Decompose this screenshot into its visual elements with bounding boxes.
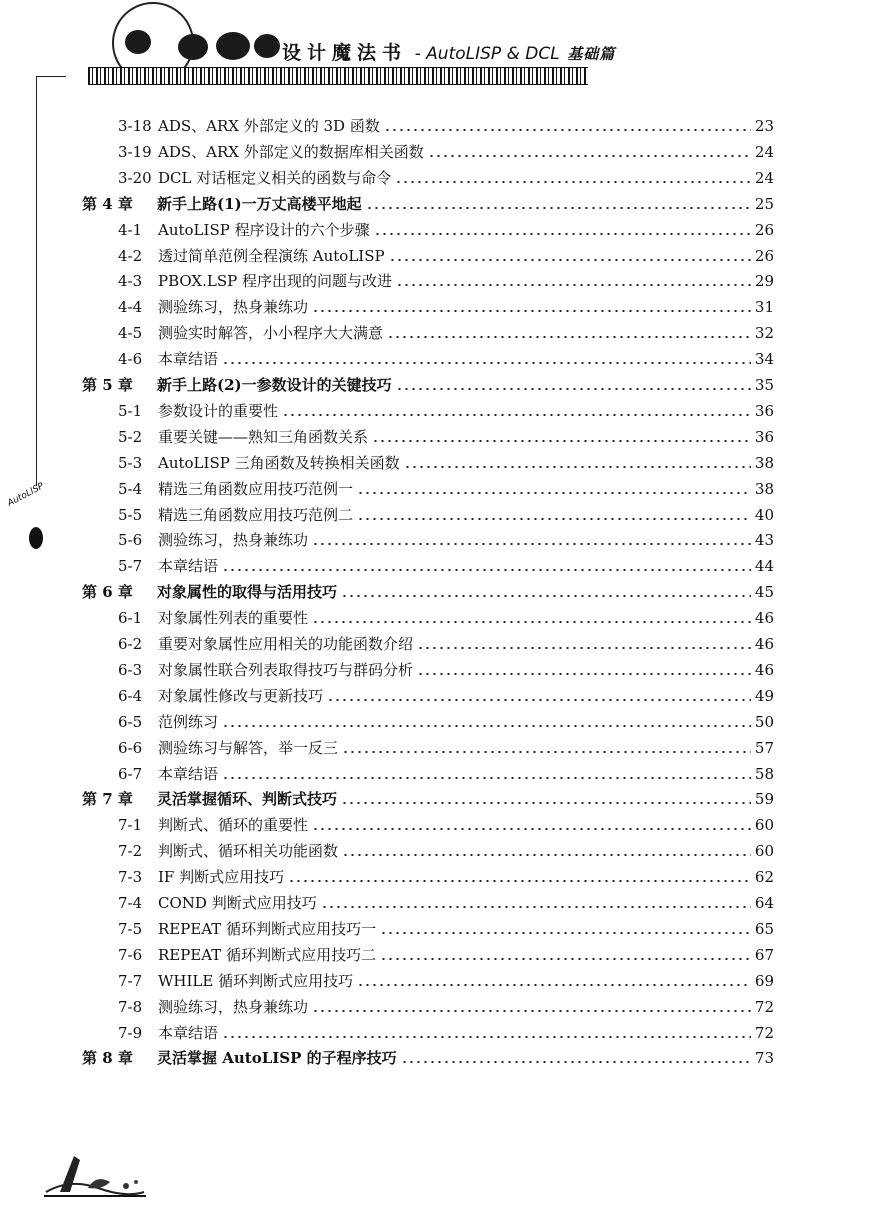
toc-section-row [118,761,774,783]
toc-number: 7-9 [118,1023,143,1042]
toc-title: 透过简单范例全程演练 AutoLISP [158,246,385,265]
toc-page-number: 62 [754,868,774,887]
toc-title: WHILE 循环判断式应用技巧 [158,971,354,990]
toc-section-row [118,294,774,316]
toc-leader-dots [372,440,751,442]
toc-section-row [118,994,774,1016]
toc-section-row [118,113,774,135]
toc-leader-dots [396,284,751,286]
toc-page-number: 72 [754,997,774,1016]
toc-page-number: 26 [754,220,774,239]
toc-page-number: 50 [754,712,774,731]
toc-section-row [118,243,774,265]
toc-number: 7-5 [118,919,143,938]
toc-section-row [118,476,774,498]
toc-chapter-row [82,579,774,601]
toc-title: 对象属性联合列表取得技巧与群码分析 [158,660,414,679]
toc-page-number: 46 [754,660,774,679]
toc-number: 第 8 章 [82,1049,133,1068]
toc-title: ADS、ARX 外部定义的数据库相关函数 [158,142,424,161]
toc-number: 6-2 [118,635,143,653]
toc-leader-dots [222,777,751,779]
toc-page-number: 36 [754,427,774,446]
toc-page-number: 46 [754,635,774,653]
toc-title: 对象属性的取得与活用技巧 [157,583,338,602]
toc-title: 测验练习，热身兼练功 [158,997,309,1016]
toc-section-row [118,398,774,420]
toc-leader-dots [401,1061,751,1063]
toc-number: 4-5 [118,324,143,343]
toc-page-number: 25 [754,194,774,213]
toc-page-number: 49 [754,686,774,705]
toc-section-row [118,812,774,834]
toc-number: 5-2 [118,427,143,446]
toc-page-number: 45 [754,583,774,602]
toc-page-number: 67 [754,945,774,964]
toc-number: 7-3 [118,868,143,887]
toc-title: IF 判断式应用技巧 [158,868,285,887]
toc-section-row [118,1020,774,1042]
toc-number: 第 4 章 [82,194,133,213]
toc-number: 6-4 [118,686,143,705]
toc-section-row [118,502,774,524]
toc-section-row [118,165,774,187]
toc-section-row [118,890,774,912]
toc-leader-dots [384,129,751,131]
footer-decoration-icon [40,1148,150,1198]
toc-title: 精选三角函数应用技巧范例一 [158,479,354,498]
toc-title: 测验练习与解答，举一反三 [158,738,339,757]
toc-title: 本章结语 [158,764,219,783]
toc-title: 范例练习 [158,712,219,731]
toc-leader-dots [380,958,751,960]
toc-chapter-row [82,372,774,394]
toc-number: 6-7 [118,764,143,783]
toc-leader-dots [417,673,751,675]
toc-title: 新手上路(1)一万丈高楼平地起 [157,194,362,213]
toc-title: AutoLISP 三角函数及转换相关函数 [158,453,400,472]
toc-page-number: 38 [754,479,774,498]
toc-page-number: 35 [754,376,774,394]
toc-leader-dots [327,699,751,701]
toc-leader-dots [404,466,751,468]
toc-section-row [118,631,774,653]
toc-page-number: 60 [754,816,774,835]
toc-number: 6-3 [118,660,143,679]
toc-leader-dots [312,1010,751,1012]
toc-leader-dots [222,569,751,571]
toc-number: 3-20 [118,168,152,187]
toc-section-row [118,553,774,575]
toc-number: 5-6 [118,531,143,550]
toc-number: 4-2 [118,246,143,265]
toc-title: ADS、ARX 外部定义的 3D 函数 [158,117,380,135]
toc-section-row [118,320,774,342]
toc-title: 对象属性列表的重要性 [158,609,309,628]
toc-page-number: 29 [754,272,774,291]
toc-page-number: 59 [754,790,774,809]
toc-page-number: 46 [754,609,774,628]
toc-title: 灵活掌握 AutoLISP 的子程序技巧 [157,1049,397,1068]
toc-chapter-row [82,786,774,808]
toc-title: 判断式、循环的重要性 [158,816,309,835]
toc-page-number: 44 [754,557,774,576]
toc-page-number: 43 [754,531,774,550]
toc-section-row [118,968,774,990]
toc-page-number: 65 [754,919,774,938]
toc-title: REPEAT 循环判断式应用技巧二 [158,945,377,964]
toc-title: 本章结语 [158,1023,219,1042]
toc-leader-dots [428,155,751,157]
side-dot [29,527,43,549]
toc-number: 第 7 章 [82,790,133,809]
toc-section-row [118,735,774,757]
toc-page-number: 34 [754,350,774,369]
toc-page-number: 60 [754,842,774,861]
toc-page-number: 64 [754,894,774,912]
toc-page-number: 36 [754,401,774,420]
toc-leader-dots [312,310,751,312]
toc-leader-dots [288,880,751,882]
toc-title: 判断式、循环相关功能函数 [158,842,339,861]
toc-number: 4-3 [118,272,143,291]
toc-number: 第 5 章 [82,376,133,394]
toc-number: 6-1 [118,609,143,628]
toc-section-row [118,942,774,964]
toc-section-row [118,217,774,239]
toc-leader-dots [312,621,751,623]
toc-number: 3-18 [118,117,152,135]
header-logo-blob [178,34,208,60]
header-title [282,38,615,65]
toc-leader-dots [312,543,751,545]
toc-page-number: 40 [754,505,774,524]
toc-section-row [118,709,774,731]
toc-title: REPEAT 循环判断式应用技巧一 [158,919,377,938]
toc-number: 4-1 [118,220,143,239]
toc-title: COND 判断式应用技巧 [158,894,317,912]
toc-title: 参数设计的重要性 [158,401,279,420]
toc-leader-dots [374,233,751,235]
toc-title: 重要关键——熟知三角函数关系 [158,427,369,446]
header-title-cn: 设计魔法书 [282,42,408,64]
toc-page-number: 31 [754,298,774,317]
toc-leader-dots [357,492,751,494]
toc-number: 6-6 [118,738,143,757]
toc-title: 灵活掌握循环、判断式技巧 [157,790,338,809]
toc-title: AutoLISP 程序设计的六个步骤 [158,220,370,239]
toc-number: 7-1 [118,816,143,835]
toc-chapter-row [82,191,774,213]
toc-number: 6-5 [118,712,143,731]
side-rule-horizontal [36,76,66,77]
toc-leader-dots [396,388,751,390]
toc-section-row [118,605,774,627]
toc-title: 测验练习，热身兼练功 [158,298,309,317]
header-logo-blob [125,30,151,54]
toc-chapter-row [82,1045,774,1067]
toc-leader-dots [395,181,751,183]
toc-section-row [118,838,774,860]
toc-leader-dots [417,647,751,649]
toc-number: 5-7 [118,557,143,576]
toc-leader-dots [357,984,751,986]
toc-section-row [118,864,774,886]
toc-leader-dots [366,207,751,209]
toc-number: 4-4 [118,298,143,317]
toc-title: 本章结语 [158,557,219,576]
toc-page-number: 26 [754,246,774,265]
toc-number: 5-4 [118,479,143,498]
toc-page-number: 32 [754,324,774,343]
toc-page-number: 73 [754,1049,774,1068]
header-logo-blob [254,34,280,58]
side-label: AutoLISP [6,481,46,509]
toc-leader-dots [380,932,751,934]
toc-section-row [118,683,774,705]
toc-leader-dots [389,259,751,261]
toc-page-number: 69 [754,971,774,990]
toc-section-row [118,346,774,368]
toc-number: 4-6 [118,350,143,369]
toc-section-row [118,657,774,679]
toc-number: 7-6 [118,945,143,964]
toc-section-row [118,916,774,938]
toc-section-row [118,450,774,472]
toc-title: 重要对象属性应用相关的功能函数介绍 [158,635,414,653]
toc-leader-dots [321,906,751,908]
toc-leader-dots [222,725,751,727]
toc-section-row [118,424,774,446]
toc-leader-dots [282,414,751,416]
toc-number: 7-8 [118,997,143,1016]
toc-section-row [118,268,774,290]
toc-title: 新手上路(2)一参数设计的关键技巧 [157,376,392,394]
toc-title: DCL 对话框定义相关的函数与命令 [158,168,392,187]
toc-page-number: 38 [754,453,774,472]
toc-number: 3-19 [118,142,152,161]
toc-number: 5-1 [118,401,143,420]
header-band [88,67,588,85]
toc-section-row [118,527,774,549]
toc-page-number: 24 [754,168,774,187]
toc-leader-dots [387,336,751,338]
toc-title: 本章结语 [158,350,219,369]
header-title-en: - AutoLISP & DCL [414,44,560,64]
toc-leader-dots [312,828,751,830]
header-title-suffix: 基础篇 [567,45,616,63]
toc-leader-dots [342,751,751,753]
header-logo-blob [216,32,250,60]
toc-title: 精选三角函数应用技巧范例二 [158,505,354,524]
toc-number: 第 6 章 [82,583,133,602]
side-rule-vertical [36,76,37,486]
toc-page-number: 58 [754,764,774,783]
toc-number: 7-7 [118,971,143,990]
toc-number: 5-5 [118,505,143,524]
toc-page-number: 24 [754,142,774,161]
toc-number: 7-2 [118,842,143,861]
toc-title: 对象属性修改与更新技巧 [158,686,324,705]
toc-leader-dots [341,802,751,804]
toc-page-number: 72 [754,1023,774,1042]
toc-title: 测验练习，热身兼练功 [158,531,309,550]
toc-page-number: 57 [754,738,774,757]
toc-leader-dots [357,518,751,520]
toc-title: 测验实时解答，小小程序大大满意 [158,324,384,343]
toc-page-number: 23 [754,117,774,135]
toc-number: 7-4 [118,894,143,912]
toc-leader-dots [341,595,751,597]
toc-leader-dots [222,1036,751,1038]
toc-section-row [118,139,774,161]
toc-title: PBOX.LSP 程序出现的问题与改进 [158,272,392,291]
toc-number: 5-3 [118,453,143,472]
toc-leader-dots [342,854,751,856]
toc-leader-dots [222,362,751,364]
